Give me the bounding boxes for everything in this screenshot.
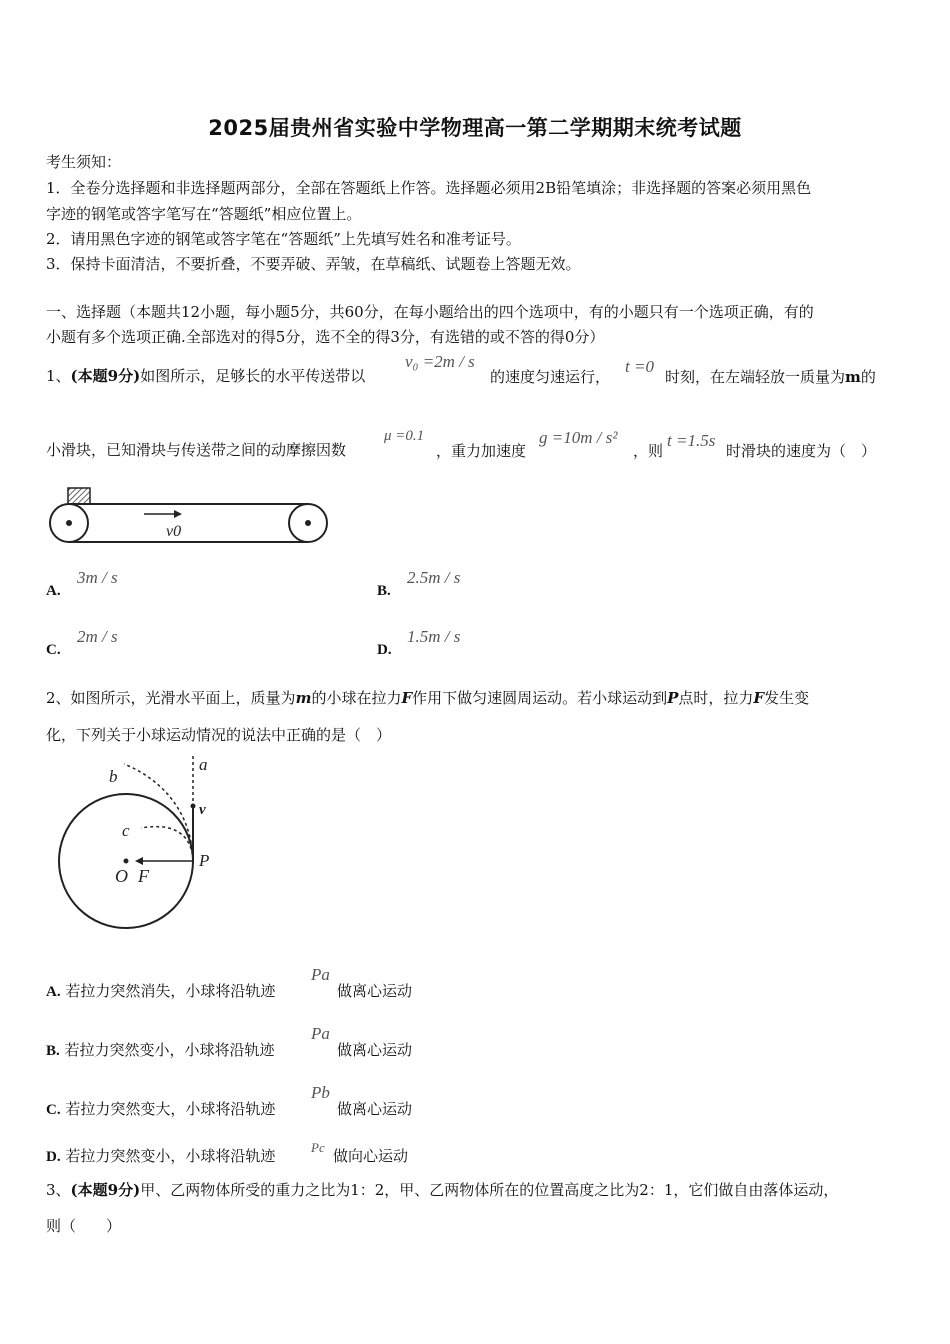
q2-option-b-post: 做离心运动: [337, 1041, 413, 1059]
q2-option-c[interactable]: C. 若拉力突然变大，小球将沿轨迹: [46, 1100, 276, 1118]
q1-text-1: 如图所示，足够长的水平传送带以: [140, 367, 366, 385]
label-O: O: [115, 866, 128, 886]
section1-line2: 小题有多个选项正确.全部选对的得5分，选不全的得3分，有选错的或不答的得0分）: [46, 328, 605, 346]
notice-item-3: 3．保持卡面清洁，不要折叠，不要弄破、弄皱，在草稿纸、试题卷上答题无效。: [46, 255, 581, 273]
label-c: c: [122, 821, 130, 840]
path-b: [124, 764, 193, 861]
q1-text-2: 的速度匀速运行，: [490, 368, 611, 386]
label-P: P: [199, 851, 210, 870]
q2-option-a-math: Pa: [311, 965, 330, 984]
q1-option-d-label[interactable]: D.: [377, 642, 392, 658]
q1-text-4: 小滑块，已知滑块与传送带之间的动摩擦因数: [46, 441, 347, 459]
q1-option-b-value: 2.5m / s: [407, 568, 461, 587]
section1-line1: 一、选择题（本题共12小题，每小题5分，共60分，在每小题给出的四个选项中，有的小题只有一个选项正确，有的: [46, 303, 814, 321]
notice-heading: 考生须知：: [46, 153, 122, 171]
q2-circle-figure: [46, 756, 236, 936]
q1-text-5: ，重力加速度: [436, 442, 527, 460]
q2-option-b[interactable]: B. 若拉力突然变小，小球将沿轨迹: [46, 1041, 275, 1059]
q2-option-d-math: Pc: [311, 1140, 325, 1155]
q1-option-c-label[interactable]: C.: [46, 642, 61, 658]
notice-item-1: 1．全卷分选择题和非选择题两部分，全部在答题纸上作答。选择题必须用2B铅笔填涂；非选择题的答案必须用黑色: [46, 179, 812, 197]
q1-option-b-label[interactable]: B.: [377, 583, 391, 599]
q2-option-d-post: 做向心运动: [333, 1147, 409, 1165]
q2-line2: 化，下列关于小球运动情况的说法中正确的是（ ）: [46, 726, 392, 744]
notice-item-2: 2．请用黑色字迹的钢笔或答字笔在“答题纸”上先填写姓名和准考证号。: [46, 230, 521, 248]
q1-option-d-value: 1.5m / s: [407, 627, 461, 646]
q1-math-v0: v₀ =2m / s: [405, 352, 475, 371]
q3-line1: 3、(本题9分)甲、乙两物体所受的重力之比为1：2，甲、乙两物体所在的位置高度之比为2：1，它们做自由落体运动，: [46, 1181, 839, 1199]
label-a: a: [199, 756, 208, 774]
q2-option-c-post: 做离心运动: [337, 1100, 413, 1118]
notice-item-1-cont: 字迹的钢笔或答字笔写在“答题纸”相应位置上。: [46, 205, 362, 223]
q1-math-g: g =10m / s²: [539, 428, 618, 447]
q1-line1: [46, 366, 365, 386]
q1-math-t: t =1.5s: [667, 431, 716, 450]
q2-option-c-math: Pb: [311, 1083, 330, 1102]
q2-option-d[interactable]: D. 若拉力突然变小，小球将沿轨迹: [46, 1147, 276, 1165]
slider-block: [68, 488, 90, 504]
q3-line2: 则（ ）: [46, 1217, 122, 1235]
q1-text-7: 时滑块的速度为（ ）: [726, 442, 877, 460]
q1-text-3: 时刻，在左端轻放一质量为m的: [665, 368, 876, 386]
q1-math-t0: t =0: [625, 357, 654, 376]
q1-option-a-label[interactable]: A.: [46, 583, 61, 599]
label-v0: v0: [166, 523, 182, 540]
q1-number: 1、: [46, 367, 71, 385]
q1-option-a-value: 3m / s: [77, 568, 118, 587]
q1-conveyor-figure: [46, 484, 336, 550]
q2-option-b-math: Pa: [311, 1024, 330, 1043]
q1-text-6: ，则: [633, 442, 664, 460]
q2-line1: 2、如图所示，光滑水平面上，质量为m的小球在拉力F作用下做匀速圆周运动。若小球运动到P点时，拉力F发生变: [46, 689, 810, 707]
page-title: 2025届贵州省实验中学物理高一第二学期期末统考试题: [208, 116, 742, 140]
q2-option-a-post: 做离心运动: [337, 982, 413, 1000]
label-b: b: [109, 767, 118, 786]
q1-option-c-value: 2m / s: [77, 627, 118, 646]
q1-tag: (本题9分): [70, 367, 141, 385]
label-F: F: [138, 866, 149, 886]
q1-math-mu: μ =0.1: [384, 428, 425, 444]
label-v: v: [199, 802, 206, 818]
q2-option-a[interactable]: A. 若拉力突然消失，小球将沿轨迹: [46, 982, 276, 1000]
